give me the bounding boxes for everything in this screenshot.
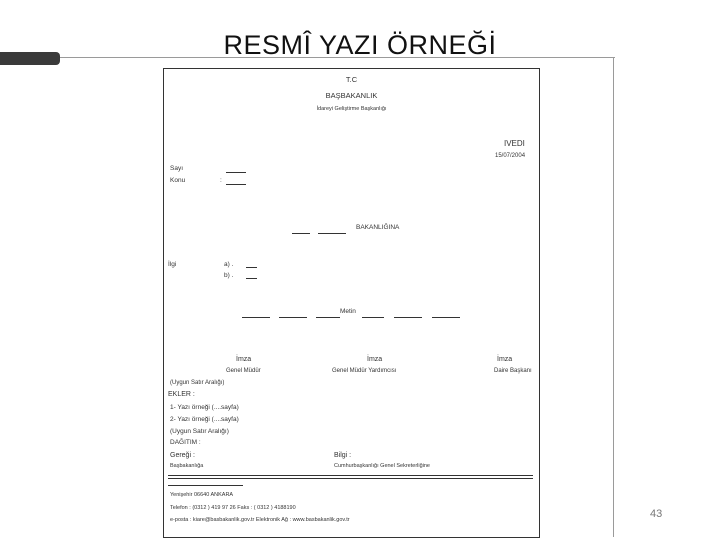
- addressee: BAKANLIĞINA: [356, 224, 400, 231]
- accent-bar: [0, 52, 60, 65]
- ilgi-a: a) .: [224, 261, 234, 268]
- ilgi-label: İlgi: [168, 261, 177, 268]
- body-blank-4: [362, 312, 384, 318]
- signature-title-2: Genel Müdür Yardımcısı: [332, 368, 397, 374]
- footer-phone: Telefon : (0312 ) 419 97 26 Faks : ( 0312 ) 4188190: [170, 505, 296, 511]
- signature-title-1: Genel Müdür: [226, 368, 261, 374]
- bilgi-label: Bilgi :: [334, 452, 352, 459]
- footer-rule-2: [168, 478, 533, 479]
- body-blank-5: [394, 312, 422, 318]
- body-blank-6: [432, 312, 460, 318]
- footer-rule-1: [168, 475, 533, 476]
- konu-blank: [226, 179, 246, 185]
- footer-email: e-posta : kiare@basbakanlik.gov.tr Elektronik Ağ : www.basbakanlik.gov.tr: [170, 517, 350, 523]
- ek-2: 2- Yazı örneği (....sayfa): [170, 416, 239, 423]
- document-image: [163, 68, 540, 538]
- frame-right-line: [613, 57, 614, 537]
- body-blank-1: [242, 312, 270, 318]
- addressee-blank-2: [318, 228, 346, 234]
- date: 15/07/2004: [495, 153, 526, 159]
- ek-1: 1- Yazı örneği (....sayfa): [170, 404, 239, 411]
- slide-title: RESMÎ YAZI ÖRNEĞİ: [223, 30, 497, 60]
- ilgi-a-blank: [246, 262, 257, 268]
- footer-rule-3: [168, 485, 243, 486]
- classification: IVEDI: [504, 139, 525, 148]
- spacing-note-1: (Uygun Satır Aralığı): [170, 380, 225, 386]
- spacing-note-2: (Uygun Satır Aralığı): [170, 428, 229, 435]
- addressee-blank-1: [292, 228, 310, 234]
- signature-imza-3: İmza: [497, 356, 513, 363]
- page-number: 43: [650, 508, 663, 520]
- org-line-3: İdareyi Geliştirme Başkanlığı: [316, 106, 387, 112]
- ekler-label: EKLER :: [168, 391, 195, 398]
- konu-separator: :: [220, 177, 222, 184]
- body-blank-2: [279, 312, 307, 318]
- konu-label: Konu: [170, 177, 186, 184]
- footer-address: Yenişehir 06640 ANKARA: [170, 492, 234, 498]
- body-blank-3: [316, 312, 340, 318]
- org-line-2: BAŞBAKANLIK: [325, 91, 378, 100]
- sayi-blank: [226, 167, 246, 173]
- body-word: Metin: [340, 308, 356, 315]
- ilgi-b-blank: [246, 273, 257, 279]
- signature-imza-1: İmza: [236, 356, 252, 363]
- signature-title-3: Daire Başkanı: [494, 368, 532, 374]
- geregi-label: Gereği :: [170, 452, 195, 459]
- ilgi-b: b) .: [224, 272, 234, 279]
- sayi-label: Sayı: [170, 165, 184, 172]
- bilgi-value: Cumhurbaşkanlığı Genel Sekreterliğine: [334, 463, 430, 469]
- geregi-value: Başbakanlığa: [170, 463, 204, 469]
- dagitim-label: DAĞITIM :: [170, 439, 201, 446]
- signature-imza-2: İmza: [367, 356, 383, 363]
- org-line-1: T.C: [345, 75, 358, 84]
- frame-top-line: [60, 57, 615, 58]
